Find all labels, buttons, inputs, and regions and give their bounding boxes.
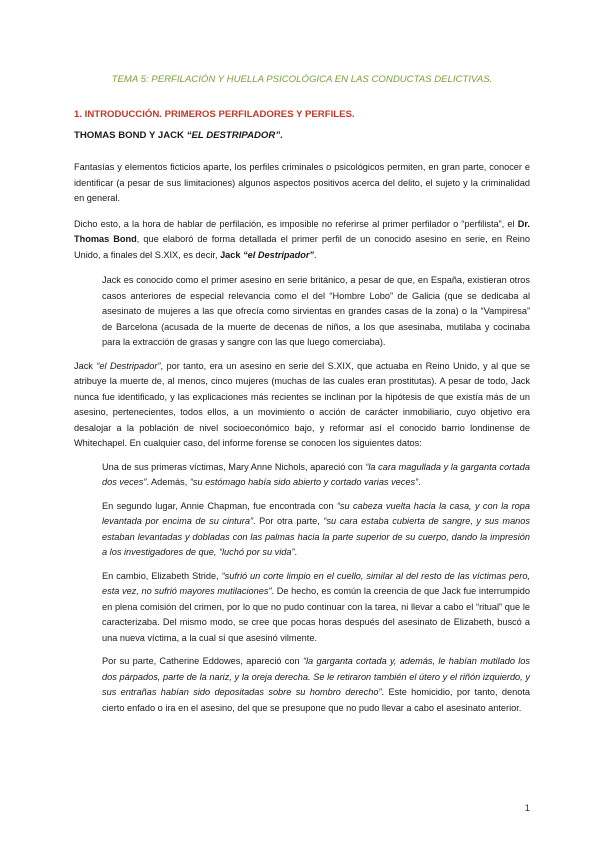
paragraph-intro: Fantasías y elementos ficticios aparte, los perfiles criminales o psicológicos permiten, en gran parte, conocer e identificar (a pesar de sus limitaciones) algunos aspectos positivos acerca del delito, el sujeto y la criminalidad en general.: [74, 162, 530, 203]
p2-text-c: , que elaboró de forma detallada el primer perfil de un conocido asesino en serie, en Reino Unido, a finales del S.XIX, es decir,: [74, 234, 530, 260]
p2-bold-jack: [220, 250, 314, 260]
p5-text-c: . Además,: [146, 477, 190, 487]
document-title: TEMA 5: PERFILACIÓN Y HUELLA PSICOLÓGICA EN LAS CONDUCTAS DELICTIVAS.: [111, 74, 493, 85]
subsection-main: THOMAS BOND Y JACK: [74, 130, 187, 141]
p6-quote-1: “su cabeza vuelta hacia la casa, y con la ropa levantada por encima de su cintura”: [102, 500, 530, 526]
subsection-italic: “EL DESTRIPADOR”: [186, 130, 281, 141]
paragraph-perfilacion: [74, 217, 530, 264]
paragraph-jack-context: Jack es conocido como el primer asesino en serie británico, a pesar de que, en España, existieran otros casos anteriores de especial relevancia como el del “Hombre Lobo” de Galicia (que se dedicaba al asesinato de mujeres a las que ofrecía como sirvientas en grandes casas de la zona) o la “Vampiresa” de Barcelona (acusada de la muerte de decenas de niños, a los que asesinaba, mutilaba y cocinaba para la extracción de grasas y sangre con las que luego comerciaba).: [102, 275, 530, 347]
paragraph-jack-description: [74, 359, 530, 452]
paragraph-victim-nichols: [102, 460, 530, 491]
p8-text-c: . Este homicidio, por tanto, denota cierto enfado o ira en el asesino, del que se presupone que no pudo llevar a cabo el asesinato anterior.: [102, 687, 530, 713]
p4-italic: “el Destripador”: [96, 360, 161, 371]
p7-text-a: En cambio, Elizabeth Stride,: [102, 570, 222, 581]
paragraph-victim-eddowes: [102, 654, 530, 716]
p5-quote-1: “la cara magullada y la garganta cortada dos veces”: [102, 461, 530, 487]
p6-text-c: . Por otra parte,: [253, 516, 324, 526]
p6-text-a: En segundo lugar, Annie Chapman, fue encontrada con: [102, 500, 337, 511]
subsection-end: .: [280, 130, 283, 141]
p5-quote-2: “su estómago había sido abierto y cortado varias veces”: [189, 477, 419, 487]
p2-text-a: Dicho esto, a la hora de hablar de perfilación, es imposible no referirse al primer perfilador o “perfilista”, el: [74, 218, 518, 229]
p6-text-e: .: [294, 547, 298, 557]
p7-text-c: . De hecho, es común la creencia de que Jack fue interrumpido en plena comisión del crimen, por lo que no pudo continuar con la tarea, ni llevar a cabo el “ritual” que le caracterizaba. Del mismo modo, se cree que pocas horas después del asesinato de Elizabeth, buscó a una nueva víctima, a la cual sí que asesinó vilmente.: [102, 586, 530, 643]
paragraph-victim-stride: [102, 569, 530, 647]
page-number: 1: [524, 803, 530, 814]
subsection-heading: [74, 130, 530, 141]
p2-jack-nickname: “el Destripador”: [243, 249, 315, 260]
p5-text-e: .: [418, 477, 421, 487]
section-heading: 1. INTRODUCCIÓN. PRIMEROS PERFILADORES Y PERFILES.: [74, 109, 355, 120]
p8-quote: “la garganta cortada y, además, le habían mutilado los dos párpados, parte de la nariz, y la oreja derecha. Se le retiraron también el útero y el riñón izquierdo, y sus entrañas habían sido depositadas sobre su hombro derecho”: [102, 656, 530, 697]
p2-jack-name: Jack: [220, 249, 244, 260]
p4-text-c: , por tanto, era un asesino en serie del S.XIX, que actuaba en Reino Unido, y al que se atribuye la muerte de, al menos, cinco mujeres (muchas de las cuales eran prostitutas). A pesar de todo, Jack nunca fue identificado, y las explicaciones más recientes se inclinan por la hipótesis de que existía más de un asesino, pertenecientes, todos ellos, a un movimiento o acción de carácter inmobiliario, cuyo objetivo era desalojar a la población de nivel socioeconómico bajo, y reformar así el conocido barrio londinense de Whitechapel. En cualquier caso, del informe forense se conocen los siguientes datos:: [74, 360, 531, 448]
paragraph-victim-chapman: [102, 499, 530, 561]
p4-text-a: Jack: [74, 360, 97, 371]
p6-quote-2: “su cara estaba cubierta de sangre, y sus manos estaban levantadas y dobladas con las palmas hacia la parte superior de su cuerpo, dando la impresión a los investigadores de que, “luchó por su vida”: [102, 516, 530, 557]
p8-text-a: Por su parte, Catherine Eddowes, apareció con: [102, 656, 303, 666]
p2-bold-bond: Dr. Thomas Bond: [74, 218, 530, 244]
p7-quote: “sufrió un corte limpio en el cuello, similar al del resto de las víctimas pero, esta vez, no sufrió mayores mutilaciones”: [102, 570, 530, 596]
p5-text-a: Una de sus primeras víctimas, Mary Anne Nichols, apareció con: [102, 461, 366, 472]
p2-text-f: .: [314, 249, 317, 260]
